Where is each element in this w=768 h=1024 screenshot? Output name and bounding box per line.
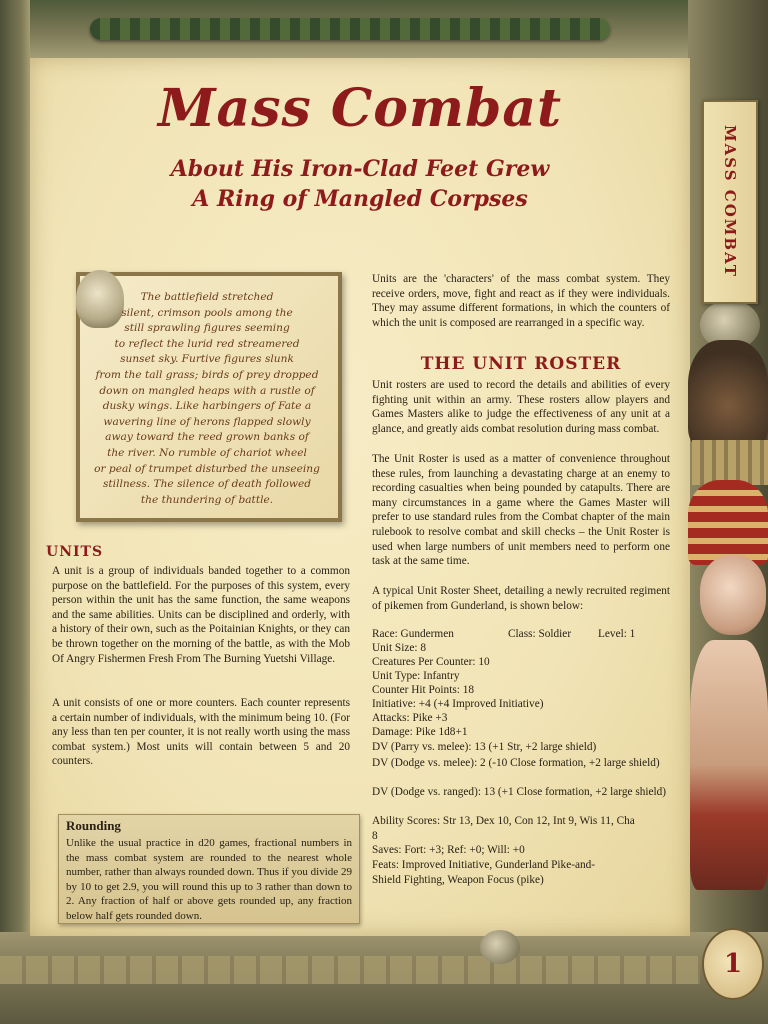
- section-side-tab: [702, 100, 758, 304]
- stat-ability-scores: Ability Scores: Str 13, Dex 10, Con 12, Int 9, Wis 11, Cha 8: [372, 815, 635, 842]
- poem-line: sunset sky. Furtive figures slunk: [120, 353, 294, 366]
- units-paragraph-2: A unit consists of one or more counters. Each counter represents a certain number of individuals, with the minimum being 10. (For any less than ten per counter, it is not really worth using the mass combat system.) Most units will contain between 5 and 20 counters.: [52, 697, 350, 768]
- side-tab-label: MASS COMBAT: [721, 125, 739, 279]
- poem-line: the river. No rumble of chariot wheel: [107, 446, 307, 459]
- border-left: [0, 0, 30, 1024]
- poem-line: wavering line of herons flapped slowly: [103, 415, 311, 428]
- totem-illustration: [692, 440, 768, 485]
- intro-paragraph: Units are the 'characters' of the mass combat system. They receive orders, move, fight and react as if they were individuals. They may assume different formations, in which the counters of which the unit is composed are rearranged in a specific way.: [372, 273, 670, 329]
- poem-line: still sprawling figures seeming: [124, 322, 290, 335]
- stat-dv-dodge-melee: DV (Dodge vs. melee): 2 (-10 Close formation, +2 large shield): [372, 757, 660, 769]
- page-number: 1: [723, 949, 743, 979]
- poem-line: dusky wings. Like harbingers of Fate a: [102, 400, 312, 413]
- stat-dv-parry: DV (Parry vs. melee): 13 (+1 Str, +2 large shield): [372, 741, 597, 753]
- poem-line: from the tall grass; birds of prey dropped: [95, 368, 319, 381]
- stat-initiative: Initiative: +4 (+4 Improved Initiative): [372, 698, 544, 710]
- poem-text: [90, 290, 324, 508]
- skull-bottom-illustration: [480, 930, 520, 964]
- roster-paragraph-1: Unit rosters are used to record the details and abilities of every fighting unit within an army. These rosters allow players and Games Masters alike to judge the effectiveness of any unit at a glance, and greatly aids combat resolution during mass combat.: [372, 379, 670, 435]
- serpent-illustration: [90, 18, 610, 40]
- units-heading: UNITS: [46, 544, 104, 560]
- bottom-band-decoration: [0, 956, 700, 984]
- page-title: Mass Combat: [157, 78, 563, 139]
- stat-attacks: Attacks: Pike +3: [372, 712, 448, 724]
- stat-race: Race: Gundermen: [372, 628, 454, 640]
- unit-roster-heading: THE UNIT ROSTER: [420, 354, 622, 374]
- subtitle-line-2: A Ring of Mangled Corpses: [192, 186, 528, 212]
- stat-counter-hit-points: Counter Hit Points: 18: [372, 684, 474, 696]
- poem-line: to reflect the lurid red streamered: [114, 337, 300, 350]
- woman-body-illustration: [690, 640, 768, 890]
- hooded-figure-illustration: [688, 340, 768, 450]
- woman-face-illustration: [700, 555, 766, 635]
- units-paragraph-1: A unit is a group of individuals banded together to a common purpose on the battlefield. For the purposes of this system, every person within the unit has the same function, the same weapons and the same abilities. Units can be disciplined and orderly, with a history of their own, such as the Poitainian Knights, or they can be thrown together on the morning of the battle, as with the Mob Of Angry Fishermen Fresh From The Burning Yuetshi Village.: [52, 565, 350, 665]
- stat-level: Level: 1: [598, 628, 636, 640]
- stat-damage: Damage: Pike 1d8+1: [372, 726, 468, 738]
- rounding-title: Rounding: [66, 818, 121, 833]
- stat-saves: Saves: Fort: +3; Ref: +0; Will: +0: [372, 844, 525, 856]
- stat-feats: Feats: Improved Initiative, Gunderland Pike-and-Shield Fighting, Weapon Focus (pike): [372, 859, 596, 886]
- poem-line: stillness. The silence of death followed: [102, 478, 311, 491]
- poem-line: or peal of trumpet disturbed the unseeing: [94, 462, 320, 475]
- rounding-text: Unlike the usual practice in d20 games, fractional numbers in the mass combat system are rounded to the nearest whole number, rather than always rounded down. Thus if you divide 29 by 10 to get 2.9, you will round this up to 3 rather than down to 2. Any fraction of half or above gets rounded up, any fraction below half gets rounded down.: [66, 837, 352, 922]
- stat-dv-dodge-ranged: DV (Dodge vs. ranged): 13 (+1 Close formation, +2 large shield): [372, 786, 667, 798]
- page-number-badge: [702, 928, 764, 1000]
- stat-creatures-per-counter: Creatures Per Counter: 10: [372, 656, 490, 668]
- poem-line: silent, crimson pools among the: [121, 306, 293, 319]
- stat-unit-size: Unit Size: 8: [372, 642, 426, 654]
- stat-unit-type: Unit Type: Infantry: [372, 670, 460, 682]
- subtitle-line-1: About His Iron-Clad Feet Grew: [170, 156, 550, 182]
- roster-paragraph-2: The Unit Roster is used as a matter of convenience throughout these rules, from launching a devastating charge at an enemy to recording casualties when being pounded by catapults. There are many circumstances in a game where the Games Master will prefer to use standard rules from the Combat chapter of the main rulebook to resolve combat and skill checks – the Unit Roster is used when large numbers of unit members need to perform one task at the same time.: [372, 453, 670, 568]
- headdress-illustration: [688, 480, 768, 565]
- poem-line: away toward the reed grown banks of: [105, 431, 309, 444]
- poem-line: down on mangled heaps with a rustle of: [99, 384, 315, 397]
- poem-line: the thundering of battle.: [140, 493, 274, 506]
- stat-class: Class: Soldier: [508, 628, 572, 640]
- poem-line: The battlefield stretched: [140, 291, 274, 303]
- roster-paragraph-3: A typical Unit Roster Sheet, detailing a newly recruited regiment of pikemen from Gunderland, is shown below:: [372, 585, 670, 612]
